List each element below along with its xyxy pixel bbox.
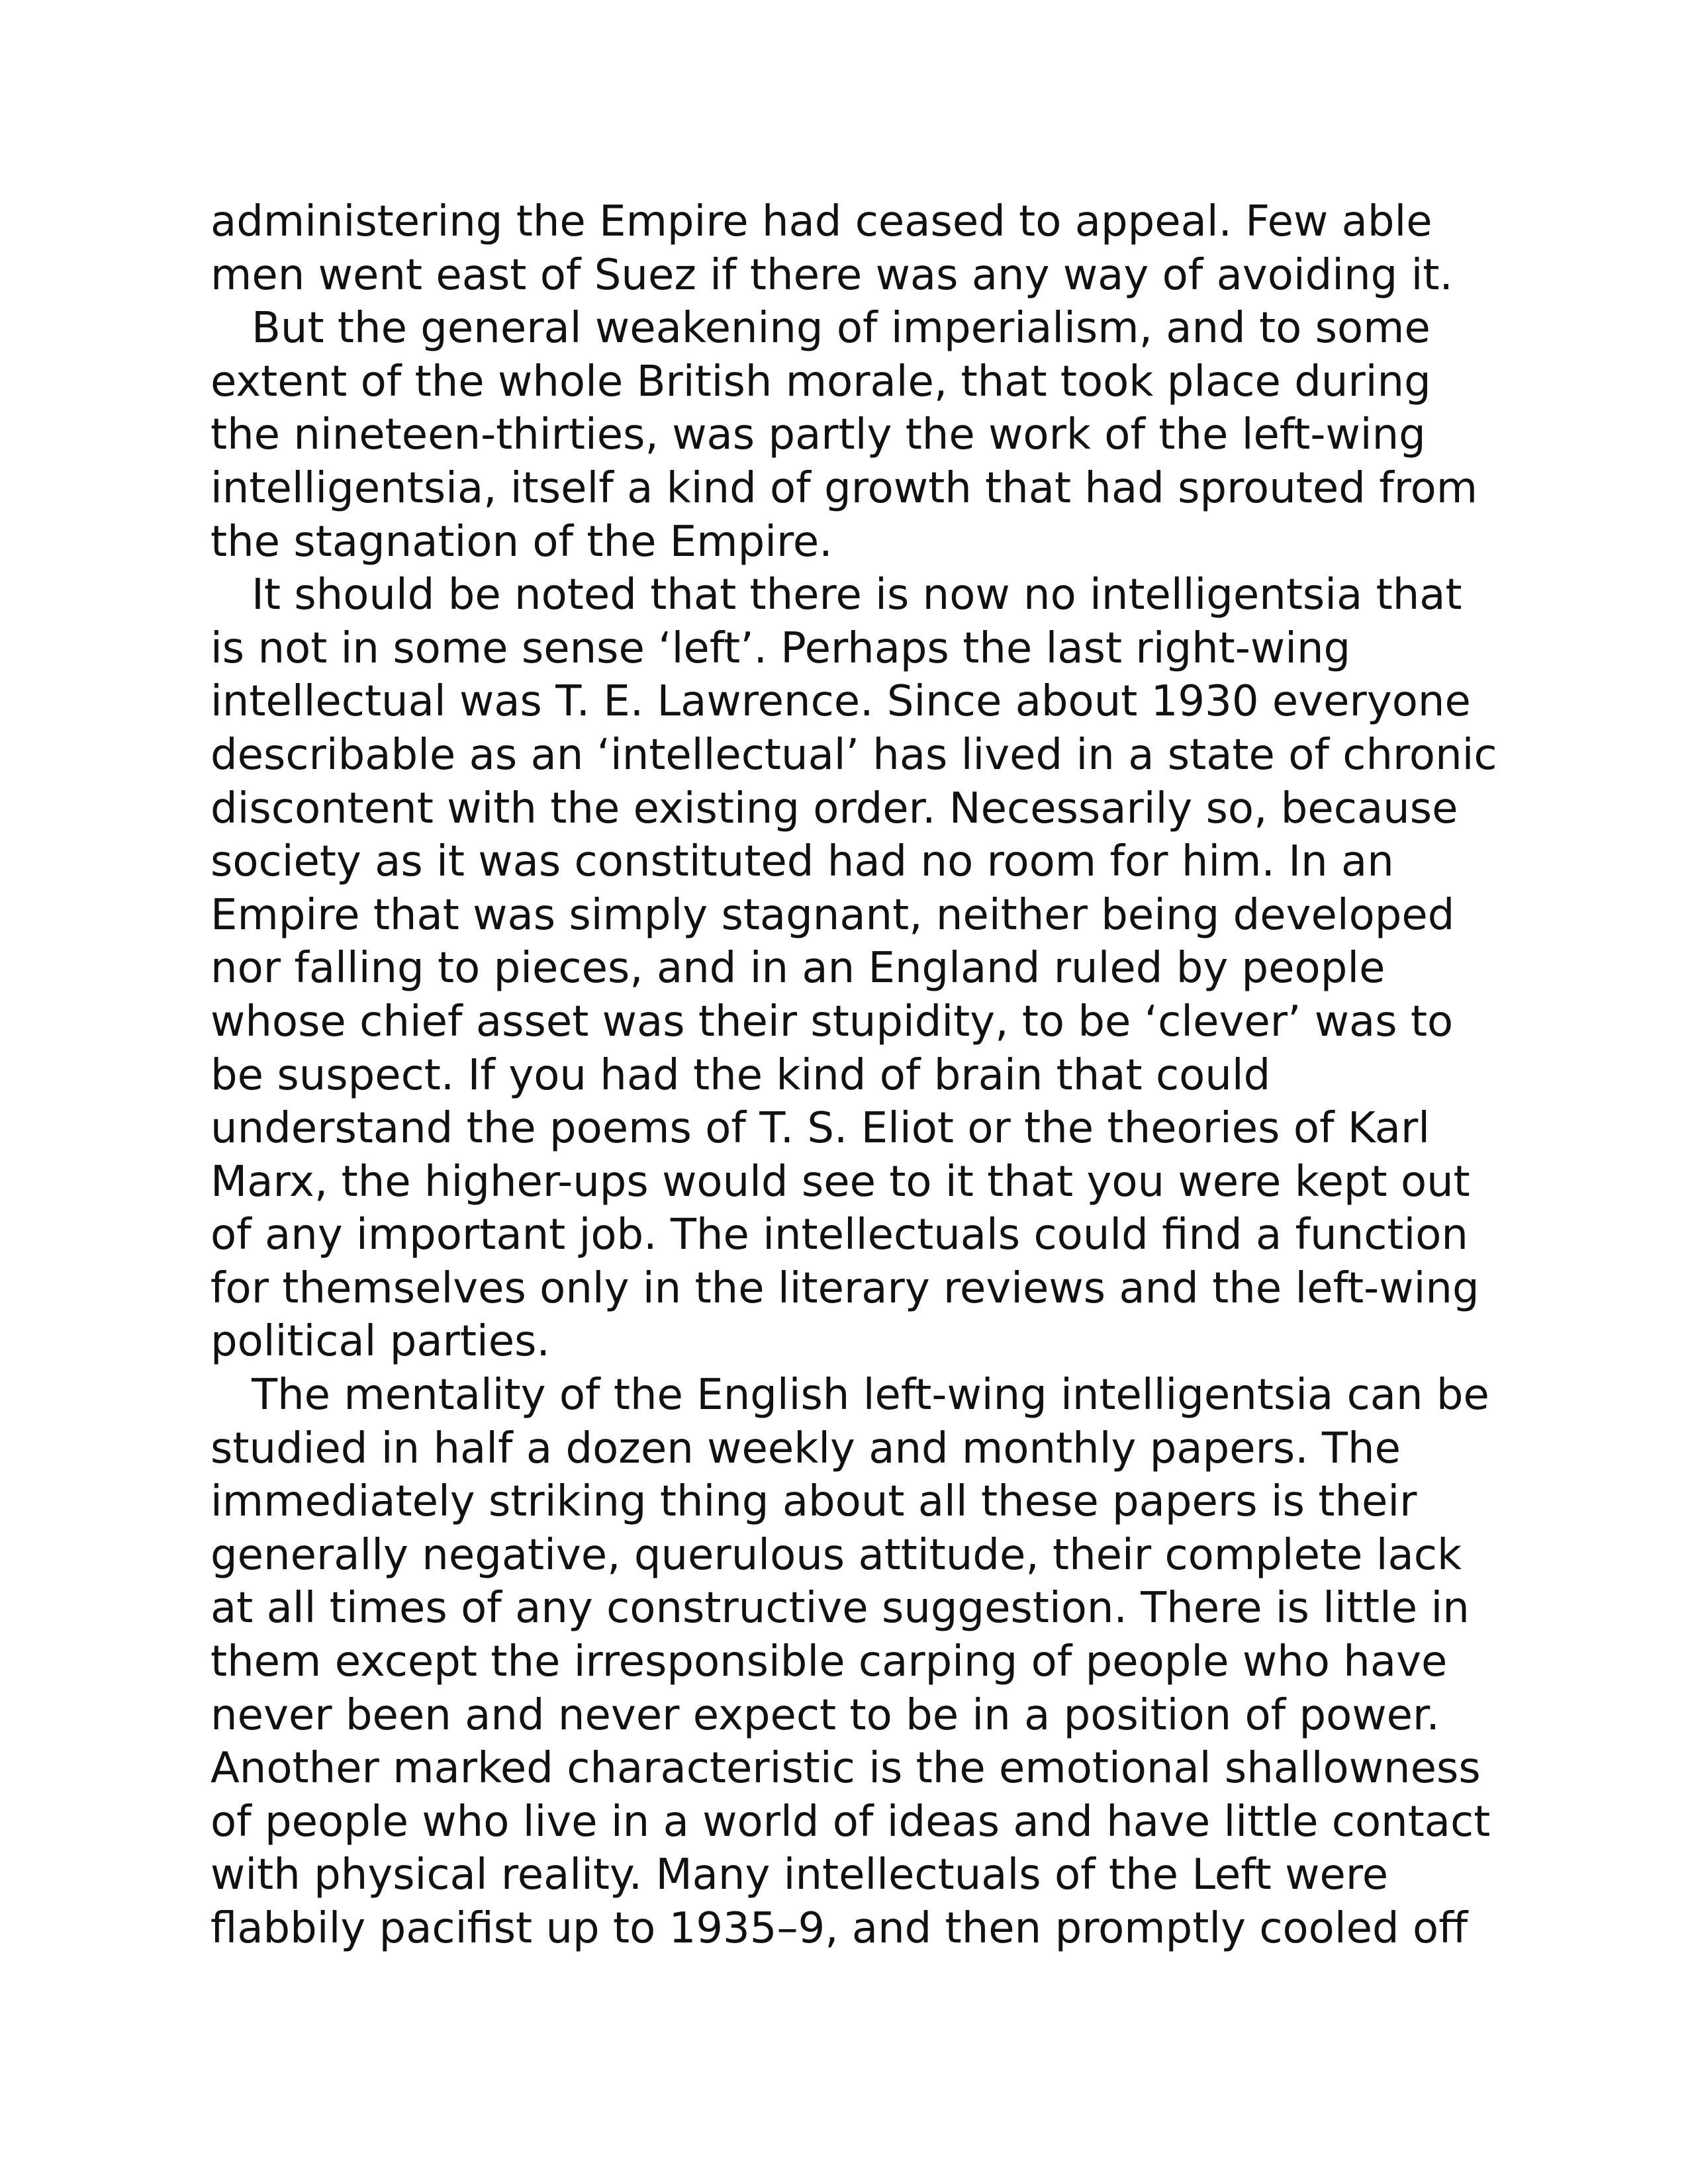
text-line: nor falling to pieces, and in an England ruled by people xyxy=(211,944,1385,993)
text-line: for themselves only in the literary reviews and the left-wing xyxy=(211,1263,1479,1313)
body-text xyxy=(211,195,1495,1956)
text-line: them except the irresponsible carping of people who have xyxy=(211,1637,1448,1687)
text-line: men went east of Suez if there was any way of avoiding it. xyxy=(211,250,1453,300)
text-line: Empire that was simply stagnant, neither being developed xyxy=(211,890,1455,940)
text-line: be suspect. If you had the kind of brain that could xyxy=(211,1050,1271,1100)
text-line: of any important job. The intellectuals could ﬁnd a function xyxy=(211,1210,1468,1260)
text-line: political parties. xyxy=(211,1317,550,1367)
text-line: discontent with the existing order. Necessarily so, because xyxy=(211,784,1458,833)
text-line: never been and never expect to be in a position of power. xyxy=(211,1690,1440,1740)
text-line: Another marked characteristic is the emotional shallowness xyxy=(211,1744,1481,1794)
text-line: the nineteen-thirties, was partly the work of the left-wing xyxy=(211,410,1426,460)
text-line: the stagnation of the Empire. xyxy=(211,517,833,567)
text-line: with physical reality. Many intellectuals of the Left were xyxy=(211,1850,1389,1900)
text-line: of people who live in a world of ideas and have little contact xyxy=(211,1797,1491,1846)
text-line: understand the poems of T. S. Eliot or the theories of Karl xyxy=(211,1104,1430,1154)
text-line: whose chief asset was their stupidity, to be ‘clever’ was to xyxy=(211,997,1454,1046)
text-line: studied in half a dozen weekly and monthly papers. The xyxy=(211,1424,1401,1473)
text-line: society as it was constituted had no room for him. In an xyxy=(211,837,1394,887)
text-line: describable as an ‘intellectual’ has lived in a state of chronic xyxy=(211,730,1497,780)
text-line: intelligentsia, itself a kind of growth that had sprouted from xyxy=(211,463,1478,513)
text-line: intellectual was T. E. Lawrence. Since about 1930 everyone xyxy=(211,677,1471,727)
text-line: generally negative, querulous attitude, their complete lack xyxy=(211,1530,1462,1580)
text-line: Marx, the higher-ups would see to it that you were kept out xyxy=(211,1157,1470,1206)
text-line: administering the Empire had ceased to appeal. Few able xyxy=(211,197,1432,246)
paragraph-first-line: It should be noted that there is now no intelligentsia that xyxy=(252,570,1462,620)
paragraph-first-line: But the general weakening of imperialism, and to some xyxy=(252,304,1430,353)
text-line: at all times of any constructive suggestion. There is little in xyxy=(211,1584,1470,1633)
text-line: ﬂabbily paciﬁst up to 1935–9, and then promptly cooled off xyxy=(211,1904,1468,1953)
text-line: is not in some sense ‘left’. Perhaps the last right-wing xyxy=(211,623,1351,673)
text-line: immediately striking thing about all these papers is their xyxy=(211,1477,1417,1527)
text-line: extent of the whole British morale, that took place during xyxy=(211,357,1431,406)
paragraph-first-line: The mentality of the English left-wing intelligentsia can be xyxy=(252,1371,1489,1420)
